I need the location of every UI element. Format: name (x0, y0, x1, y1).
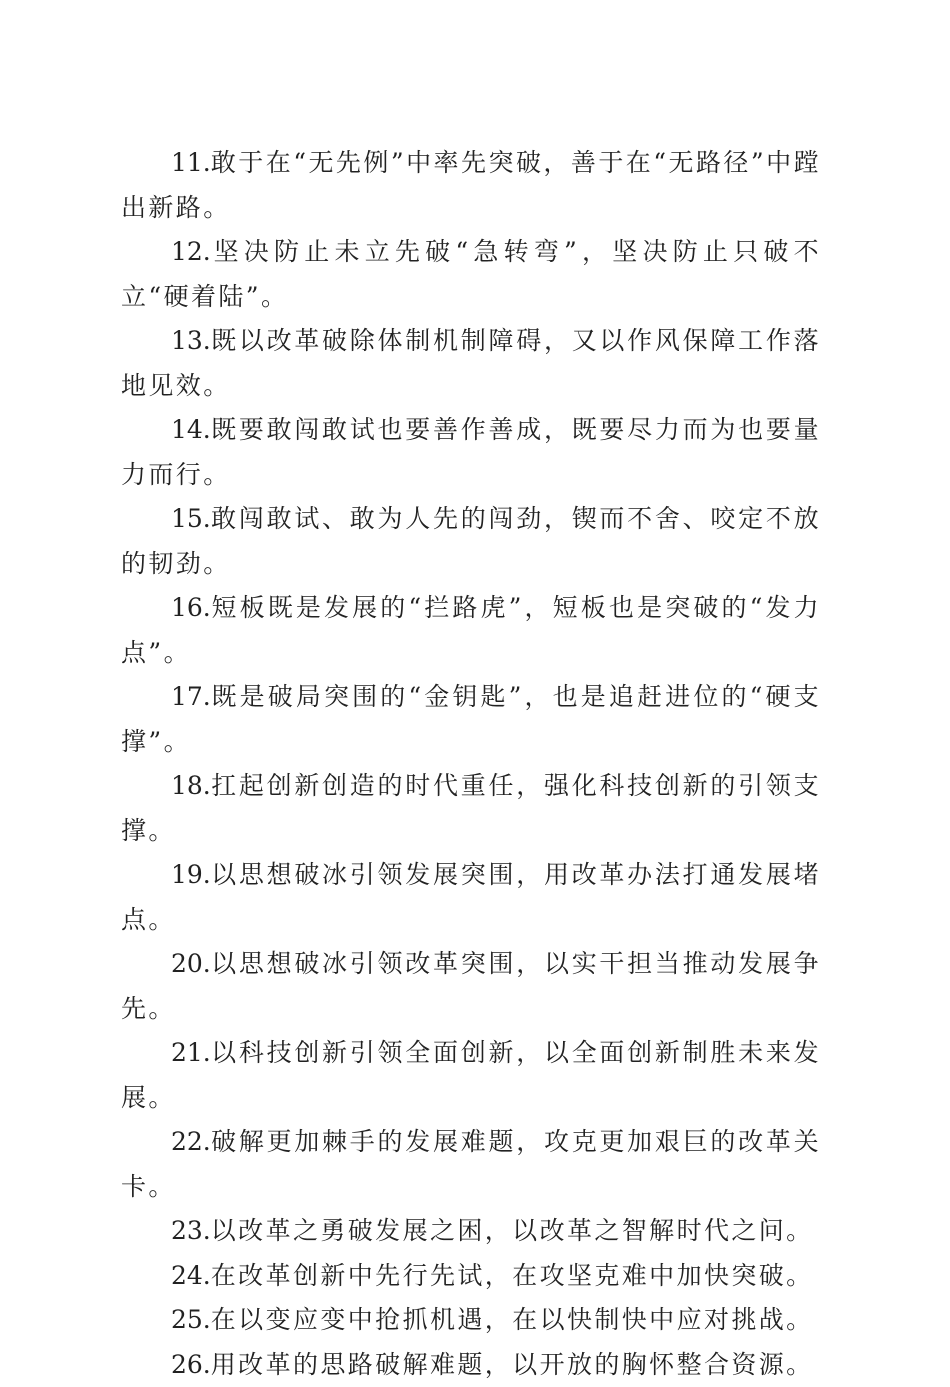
item-text: 短板既是发展的“拦路虎”，短板也是突破的“发力点”。 (121, 593, 821, 667)
list-item (121, 319, 821, 408)
item-text: 既以改革破除体制机制障碍，又以作风保障工作落地见效。 (121, 326, 821, 400)
item-text: 在以变应变中抢抓机遇，在以快制快中应对挑战。 (211, 1305, 814, 1334)
item-text: 破解更加棘手的发展难题，攻克更加艰巨的改革关卡。 (121, 1127, 821, 1201)
list-item (121, 853, 821, 942)
item-text: 用改革的思路破解难题，以开放的胸怀整合资源。 (211, 1350, 814, 1379)
list-item (121, 586, 821, 675)
item-text: 以改革之勇破发展之困，以改革之智解时代之问。 (211, 1216, 814, 1245)
item-number: 11. (171, 148, 211, 177)
list-item (121, 230, 821, 319)
list-item (121, 764, 821, 853)
list-item (121, 942, 821, 1031)
list-item (121, 1254, 821, 1299)
document-body (121, 141, 821, 1387)
item-number: 26. (171, 1350, 211, 1379)
item-number: 15. (171, 504, 211, 533)
item-text: 既是破局突围的“金钥匙”，也是追赶进位的“硬支撑”。 (121, 682, 821, 756)
item-number: 13. (171, 326, 211, 355)
item-number: 23. (171, 1216, 211, 1245)
item-text: 既要敢闯敢试也要善作善成，既要尽力而为也要量力而行。 (121, 415, 821, 489)
item-number: 16. (171, 593, 211, 622)
list-item (121, 497, 821, 586)
item-number: 18. (171, 771, 211, 800)
item-number: 22. (171, 1127, 211, 1156)
item-number: 17. (171, 682, 211, 711)
item-number: 14. (171, 415, 211, 444)
list-item (121, 1209, 821, 1254)
list-item (121, 408, 821, 497)
item-number: 25. (171, 1305, 211, 1334)
item-text: 敢于在“无先例”中率先突破，善于在“无路径”中蹚出新路。 (121, 148, 821, 222)
item-number: 19. (171, 860, 211, 889)
item-number: 21. (171, 1038, 211, 1067)
list-item (121, 675, 821, 764)
list-item (121, 1120, 821, 1209)
item-text: 以思想破冰引领改革突围，以实干担当推动发展争先。 (121, 949, 821, 1023)
item-number: 20. (171, 949, 211, 978)
item-text: 以思想破冰引领发展突围，用改革办法打通发展堵点。 (121, 860, 821, 934)
list-item (121, 141, 821, 230)
list-item (121, 1343, 821, 1387)
item-number: 24. (171, 1261, 211, 1290)
item-text: 扛起创新创造的时代重任，强化科技创新的引领支撑。 (121, 771, 821, 845)
item-text: 坚决防止未立先破“急转弯”，坚决防止只破不立“硬着陆”。 (121, 237, 821, 311)
item-text: 在改革创新中先行先试，在攻坚克难中加快突破。 (211, 1261, 814, 1290)
list-item (121, 1298, 821, 1343)
list-item (121, 1031, 821, 1120)
item-text: 敢闯敢试、敢为人先的闯劲，锲而不舍、咬定不放的韧劲。 (121, 504, 821, 578)
item-text: 以科技创新引领全面创新，以全面创新制胜未来发展。 (121, 1038, 821, 1112)
item-number: 12. (171, 237, 211, 266)
